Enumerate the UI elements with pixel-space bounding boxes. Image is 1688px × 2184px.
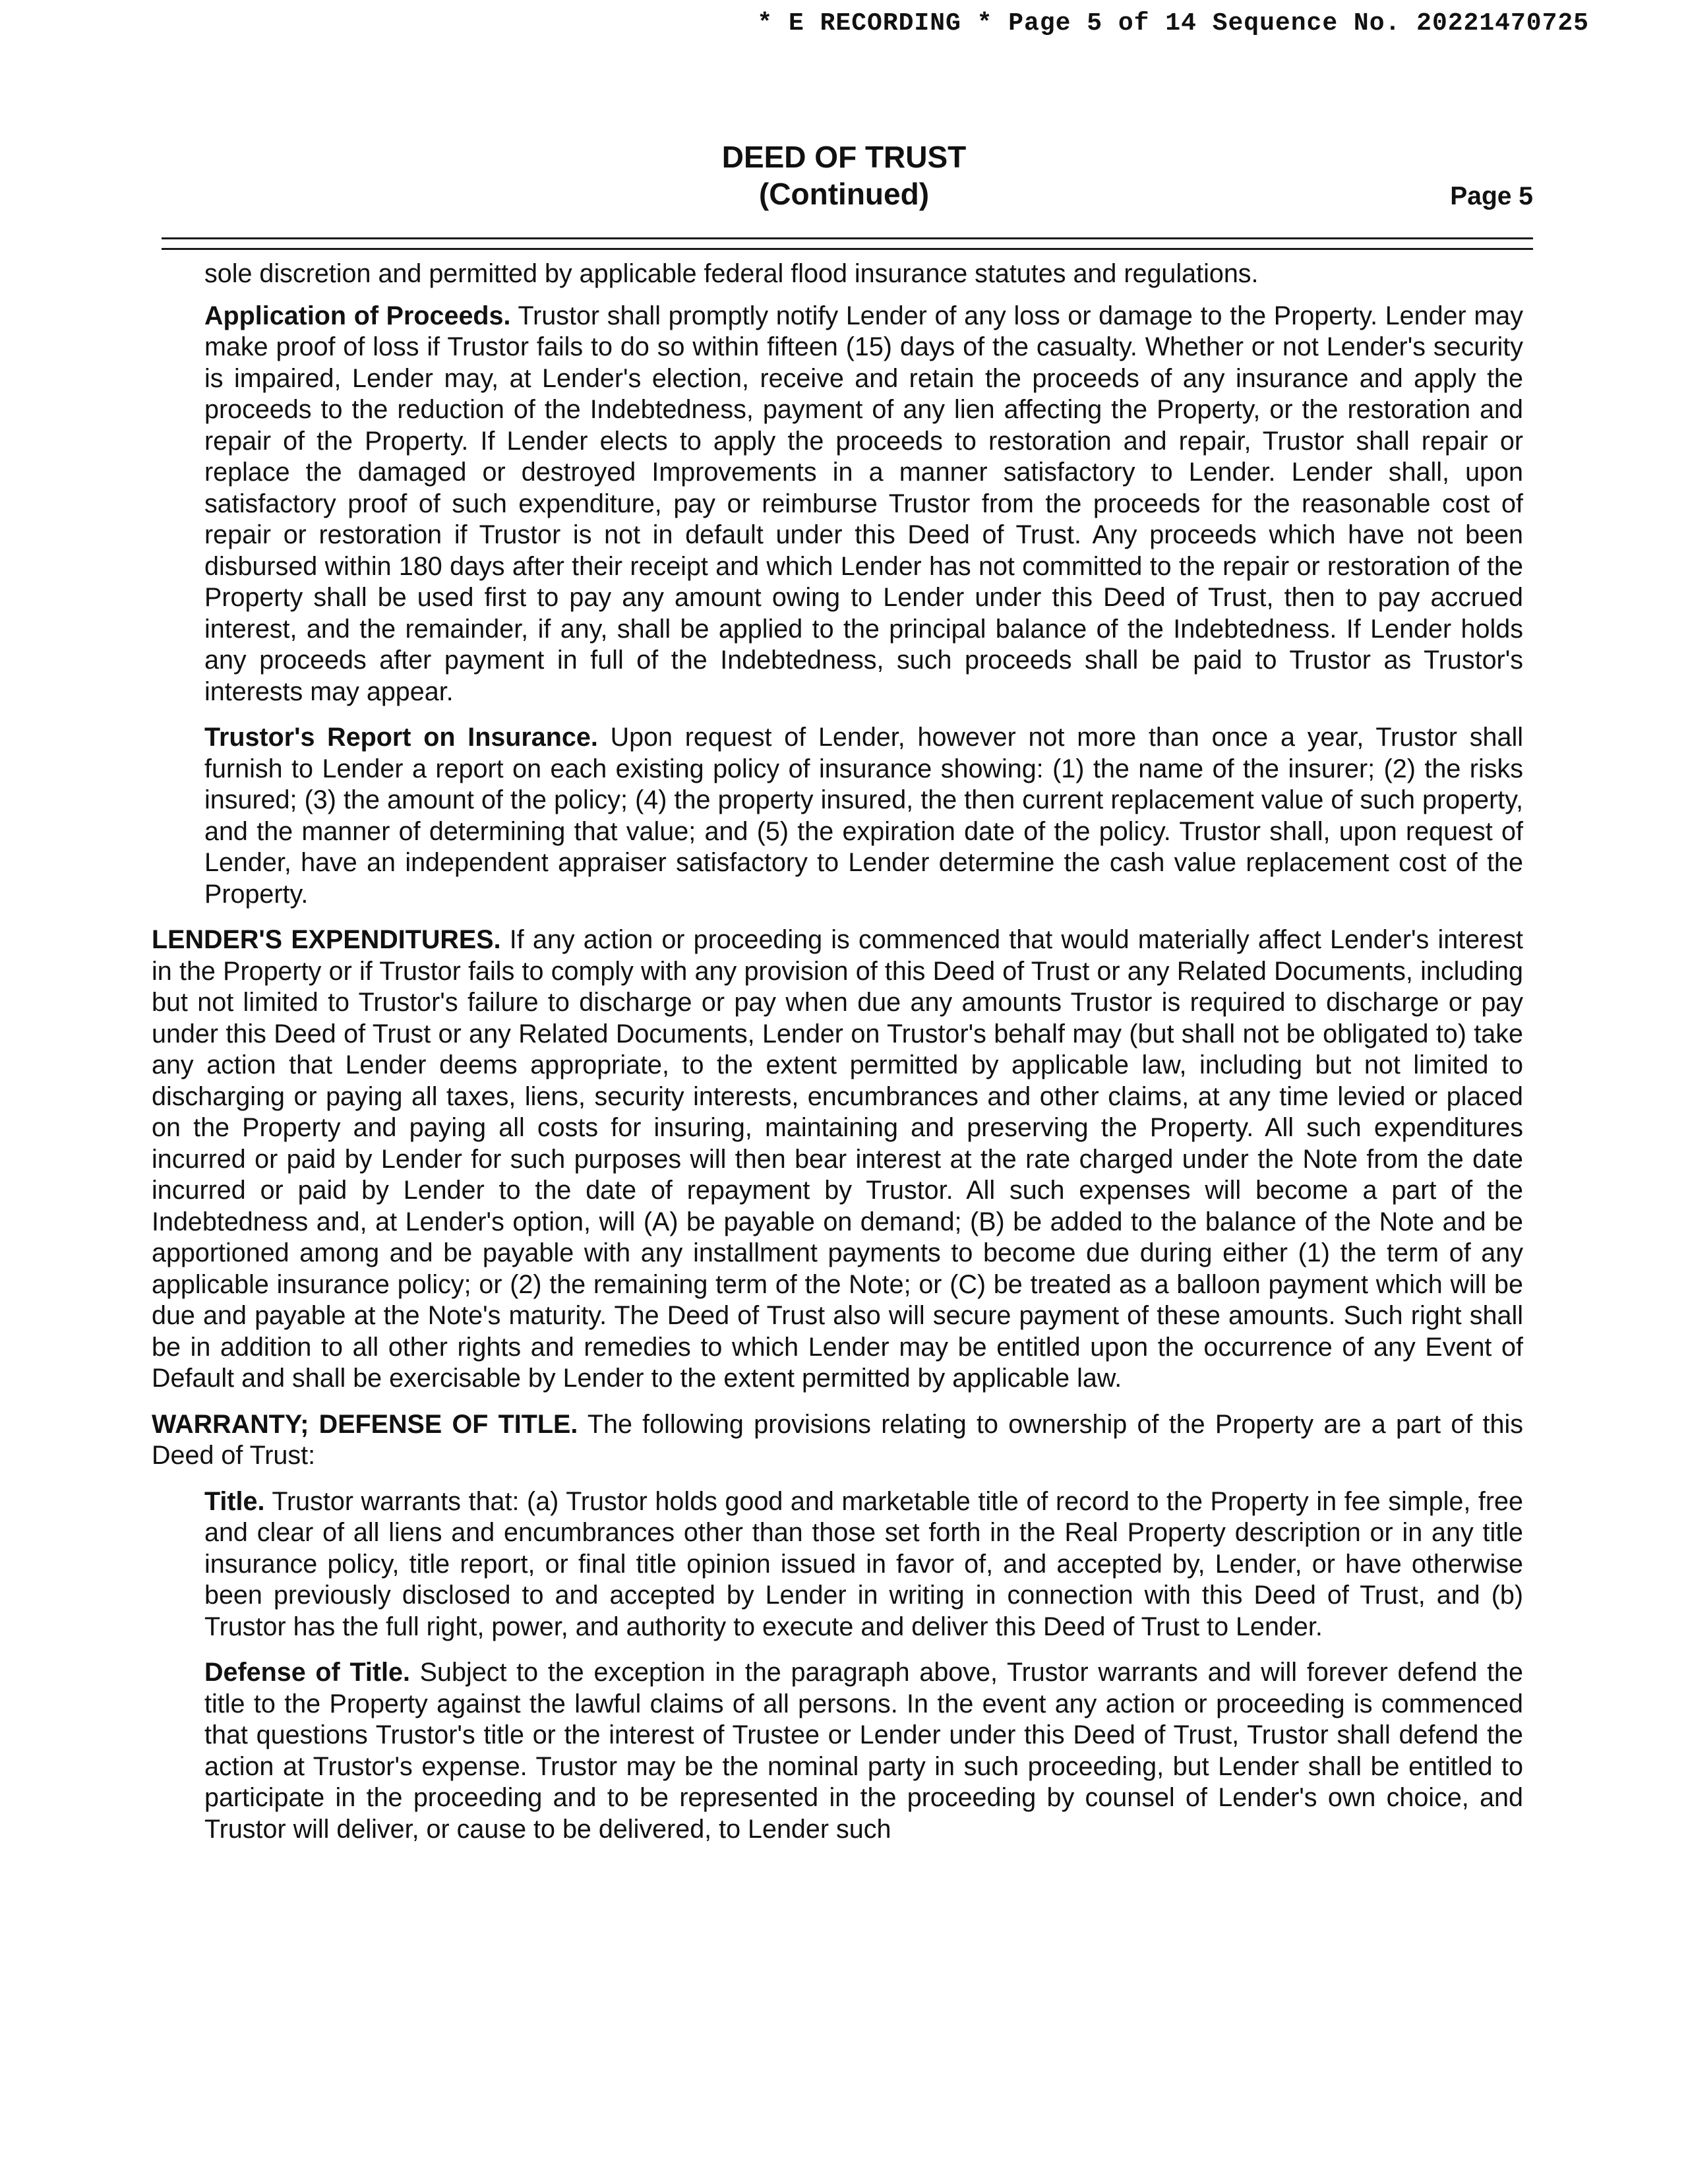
paragraph-text: sole discretion and permitted by applicable federal flood insurance statutes and regulations. [204, 259, 1259, 288]
paragraph-warranty-defense-of-title [152, 1409, 1523, 1472]
document-title [0, 138, 1688, 212]
paragraph-application-of-proceeds [204, 301, 1523, 708]
title-line-1: DEED OF TRUST [721, 140, 967, 174]
paragraph-continuation [204, 258, 1523, 290]
page-number: Page 5 [1450, 182, 1533, 210]
header-rule-bottom [162, 248, 1533, 250]
paragraph-heading: Defense of Title. [204, 1658, 410, 1687]
paragraph-heading: Trustor's Report on Insurance. [204, 723, 598, 752]
paragraph-heading: LENDER'S EXPENDITURES. [152, 925, 501, 954]
paragraph-text: Trustor warrants that: (a) Trustor holds good and marketable title of record to the Property in fee simple, free and clear of all liens and encumbrances other than those set forth in the Real Property description or in any title insurance policy, title report, or final title opinion issued in favor of, and accepted by, Lender, or have otherwise been previously disclosed to and accepted by Lender in writing in connection with this Deed of Trust, and (b) Trustor has the full right, power, and authority to execute and deliver this Deed of Trust to Lender. [204, 1486, 1523, 1641]
paragraph-defense-of-title [204, 1657, 1523, 1845]
paragraph-heading: WARRANTY; DEFENSE OF TITLE. [152, 1409, 578, 1439]
header-rule-top [162, 237, 1533, 239]
paragraph-title [204, 1486, 1523, 1643]
paragraph-heading: Title. [204, 1486, 265, 1516]
paragraph-text: If any action or proceeding is commenced that would materially affect Lender's interest in the Property or if Trustor fails to comply with any provision of this Deed of Trust or any Related Documents, including but not limited to Trustor's failure to discharge or pay when due any amounts Trustor is required to discharge or pay under this Deed of Trust or any Related Documents, Lender on Trustor's behalf may (but shall not be obligated to) take any action that Lender deems appropriate, to the extent permitted by applicable law, including but not limited to discharging or paying all taxes, liens, security interests, encumbrances and other claims, at any time levied or placed on the Property and paying all costs for insuring, maintaining and preserving the Property. All such expenditures incurred or paid by Lender for such purposes will then bear interest at the rate charged under the Note from the date incurred or paid by Lender to the date of repayment by Trustor. All such expenses will become a part of the Indebtedness and, at Lender's option, will (A) be payable on demand; (B) be added to the balance of the Note and be apportioned among and be payable with any installment payments to become due during either (1) the term of any applicable insurance policy; or (2) the remaining term of the Note; or (C) be treated as a balloon payment which will be due and payable at the Note's maturity. The Deed of Trust also will secure payment of these amounts. Such right shall be in addition to all other rights and remedies to which Lender may be entitled upon the occurrence of any Event of Default and shall be exercisable by Lender to the extent permitted by applicable law. [152, 925, 1523, 1393]
paragraph-text: Subject to the exception in the paragraph above, Trustor warrants and will forever defend the title to the Property against the lawful claims of all persons. In the event any action or proceeding is commenced that questions Trustor's title or the interest of Trustee or Lender under this Deed of Trust, Trustor shall defend the action at Trustor's expense. Trustor may be the nominal party in such proceeding, but Lender shall be entitled to participate in the proceeding and to be represented in the proceeding by counsel of Lender's own choice, and Trustor will deliver, or cause to be delivered, to Lender such [204, 1658, 1523, 1844]
paragraph-text: The following provisions relating to ownership of the Property are a part of this Deed of Trust: [152, 1409, 1523, 1470]
paragraph-text: Upon request of Lender, however not more than once a year, Trustor shall furnish to Lender a report on each existing policy of insurance showing: (1) the name of the insurer; (2) the risks insured; (3) the amount of the policy; (4) the property insured, the then current replacement value of such property, and the manner of determining that value; and (5) the expiration date of the policy. Trustor shall, upon request of Lender, have an independent appraiser satisfactory to Lender determine the cash value replacement cost of the Property. [204, 723, 1523, 909]
paragraph-text: Trustor shall promptly notify Lender of any loss or damage to the Property. Lender may make proof of loss if Trustor fails to do so within fifteen (15) days of the casualty. Whether or not Lender's security is impaired, Lender may, at Lender's election, receive and retain the proceeds of any insurance and apply the proceeds to the reduction of the Indebtedness, payment of any lien affecting the Property, or the restoration and repair of the Property. If Lender elects to apply the proceeds to restoration and repair, Trustor shall repair or replace the damaged or destroyed Improvements in a manner satisfactory to Lender. Lender shall, upon satisfactory proof of such expenditure, pay or reimburse Trustor from the proceeds for the reasonable cost of repair or restoration if Trustor is not in default under this Deed of Trust. Any proceeds which have not been disbursed within 180 days after their receipt and which Lender has not committed to the repair or restoration of the Property shall be used first to pay any amount owing to Lender under this Deed of Trust, then to pay accrued interest, and the remainder, if any, shall be applied to the principal balance of the Indebtedness. If Lender holds any proceeds after payment in full of the Indebtedness, such proceeds shall be paid to Trustor as Trustor's interests may appear. [204, 301, 1523, 706]
title-line-2: (Continued) [758, 177, 930, 211]
paragraph-lenders-expenditures [152, 925, 1523, 1395]
paragraph-report-on-insurance [204, 722, 1523, 910]
recording-header: * E RECORDING * Page 5 of 14 Sequence No. 20221470725 [757, 9, 1589, 38]
document-body [152, 258, 1523, 1845]
paragraph-heading: Application of Proceeds. [204, 301, 511, 330]
